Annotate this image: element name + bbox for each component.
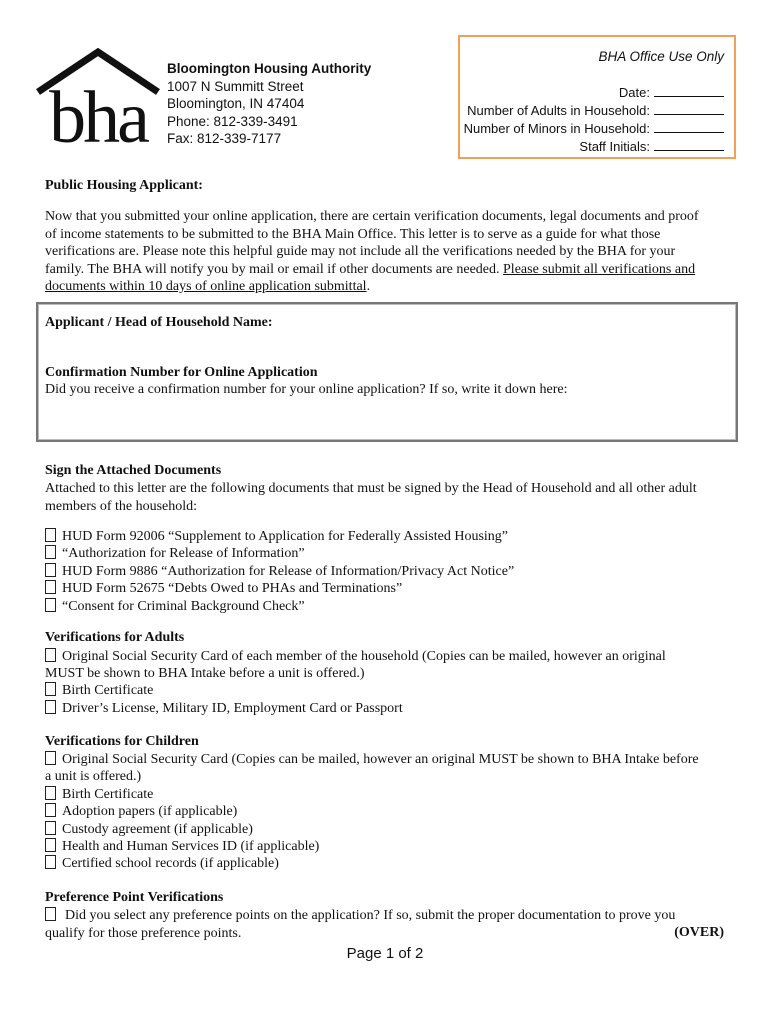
adult-verification-item <box>45 682 153 699</box>
office-use-box <box>458 35 736 159</box>
child-verification-item <box>45 821 253 838</box>
office-adults-label: Number of Adults in Household: <box>467 103 650 118</box>
adult-verification-item <box>45 700 403 717</box>
sign-doc-item <box>45 598 305 615</box>
applicant-info-box <box>36 302 738 442</box>
office-adults-row <box>467 102 724 119</box>
sign-doc-label: HUD Form 52675 “Debts Owed to PHAs and Terminations” <box>62 581 403 596</box>
child-verification-item <box>45 855 279 872</box>
intro-line: verifications are. Please note this helpful guide may not include all the verifications needed by the BHA for your <box>45 244 676 259</box>
checkbox[interactable] <box>45 598 56 612</box>
confirmation-heading: Confirmation Number for Online Application <box>45 365 318 380</box>
office-minors-row <box>464 120 724 137</box>
intro-line-plain: family. The BHA will notify you by mail or email if other documents are needed. <box>45 261 504 277</box>
office-minors-field[interactable] <box>654 120 724 133</box>
sign-doc-item <box>45 580 402 597</box>
organization-phone: Phone: 812-339-3491 <box>167 113 298 129</box>
intro-paragraph <box>45 208 735 296</box>
applicant-name-field[interactable] <box>308 316 728 334</box>
children-heading: Verifications for Children <box>45 734 199 749</box>
checkbox[interactable] <box>45 648 56 662</box>
child-verification-label: Original Social Security Card (Copies can be mailed, however an original MUST be shown to BHA Intake before <box>62 752 699 767</box>
child-verification-item <box>45 838 319 855</box>
organization-fax: Fax: 812-339-7177 <box>167 131 282 146</box>
child-verification-item <box>45 803 237 820</box>
office-minors-label: Number of Minors in Household: <box>463 121 650 136</box>
sign-doc-label: “Consent for Criminal Background Check” <box>62 599 305 614</box>
intro-line <box>45 261 735 279</box>
adults-heading: Verifications for Adults <box>45 630 185 645</box>
adult-verification-label: Original Social Security Card of each member of the household (Copies can be mailed, however an original <box>62 649 666 664</box>
child-verification-label: Birth Certificate <box>62 787 154 802</box>
child-verification-item <box>45 786 153 803</box>
checkbox[interactable] <box>45 786 56 800</box>
intro-line: Now that you submitted your online application, there are certain verification documents, legal documents and proof <box>45 209 699 224</box>
intro-line: of income statements to be submitted to the BHA Main Office. This letter is to serve as a guide for what those <box>45 226 661 242</box>
intro-heading: Public Housing Applicant: <box>45 178 203 193</box>
child-verification-item <box>45 751 699 768</box>
adult-verification-continued: MUST be shown to BHA Intake before a unit is offered.) <box>45 666 365 681</box>
checkbox[interactable] <box>45 803 56 817</box>
sign-documents-heading: Sign the Attached Documents <box>45 463 222 478</box>
bha-logo <box>36 48 161 148</box>
adult-verification-label: Driver’s License, Military ID, Employment Card or Passport <box>62 701 403 716</box>
checkbox[interactable] <box>45 838 56 852</box>
confirmation-question: Did you receive a confirmation number for your online application? If so, write it down here: <box>45 382 568 397</box>
office-staff-field[interactable] <box>654 138 724 151</box>
organization-street: 1007 N Summitt Street <box>167 78 304 94</box>
checkbox[interactable] <box>45 855 56 869</box>
intro-line <box>45 278 735 296</box>
sign-doc-item <box>45 545 305 562</box>
bha-logo-text: bha <box>49 77 147 148</box>
over-note: (OVER) <box>674 925 724 940</box>
checkbox[interactable] <box>45 682 56 696</box>
office-staff-label: Staff Initials: <box>579 139 650 154</box>
checkbox[interactable] <box>45 528 56 542</box>
sign-desc-line: Attached to this letter are the following documents that must be signed by the Head of Household and all other adult <box>45 481 697 496</box>
child-verification-continued: a unit is offered.) <box>45 769 142 784</box>
checkbox[interactable] <box>45 907 56 921</box>
intro-line-end: . <box>366 279 371 294</box>
organization-info <box>167 60 371 148</box>
organization-name: Bloomington Housing Authority <box>167 61 372 76</box>
applicant-name-label: Applicant / Head of Household Name: <box>45 315 273 330</box>
sign-desc-line: members of the household: <box>45 498 198 514</box>
office-date-label: Date: <box>618 85 650 100</box>
organization-city: Bloomington, IN 47404 <box>167 96 305 111</box>
child-verification-label: Adoption papers (if applicable) <box>62 804 238 819</box>
preference-item <box>45 907 675 924</box>
adult-verification-label: Birth Certificate <box>62 683 154 698</box>
checkbox[interactable] <box>45 563 56 577</box>
preference-label: Did you select any preference points on the application? If so, submit the proper documentation to prove you <box>65 908 676 923</box>
intro-submit-deadline-cont: documents within 10 days of online application submittal <box>45 279 367 294</box>
office-adults-field[interactable] <box>654 102 724 115</box>
child-verification-label: Health and Human Services ID (if applicable) <box>62 839 320 854</box>
sign-doc-item <box>45 563 514 580</box>
confirmation-number-field[interactable] <box>45 402 725 432</box>
office-use-title: BHA Office Use Only <box>598 49 724 64</box>
office-date-row <box>619 84 724 101</box>
sign-doc-label: HUD Form 92006 “Supplement to Application for Federally Assisted Housing” <box>62 529 509 544</box>
intro-submit-deadline: Please submit all verifications and <box>503 261 696 277</box>
sign-doc-item <box>45 528 508 545</box>
sign-documents-description <box>45 480 735 515</box>
checkbox[interactable] <box>45 751 56 765</box>
child-verification-label: Custody agreement (if applicable) <box>62 822 253 837</box>
office-date-field[interactable] <box>654 84 724 97</box>
checkbox[interactable] <box>45 580 56 594</box>
office-staff-row <box>579 138 724 155</box>
sign-doc-label: HUD Form 9886 “Authorization for Release of Information/Privacy Act Notice” <box>62 564 515 579</box>
page-number: Page 1 of 2 <box>346 945 424 962</box>
preference-heading: Preference Point Verifications <box>45 890 224 905</box>
adult-verification-item <box>45 648 666 665</box>
preference-item-continued: qualify for those preference points. <box>45 926 242 941</box>
checkbox[interactable] <box>45 700 56 714</box>
checkbox[interactable] <box>45 545 56 559</box>
sign-doc-label: “Authorization for Release of Information” <box>62 546 305 561</box>
child-verification-label: Certified school records (if applicable) <box>62 856 279 871</box>
checkbox[interactable] <box>45 821 56 835</box>
